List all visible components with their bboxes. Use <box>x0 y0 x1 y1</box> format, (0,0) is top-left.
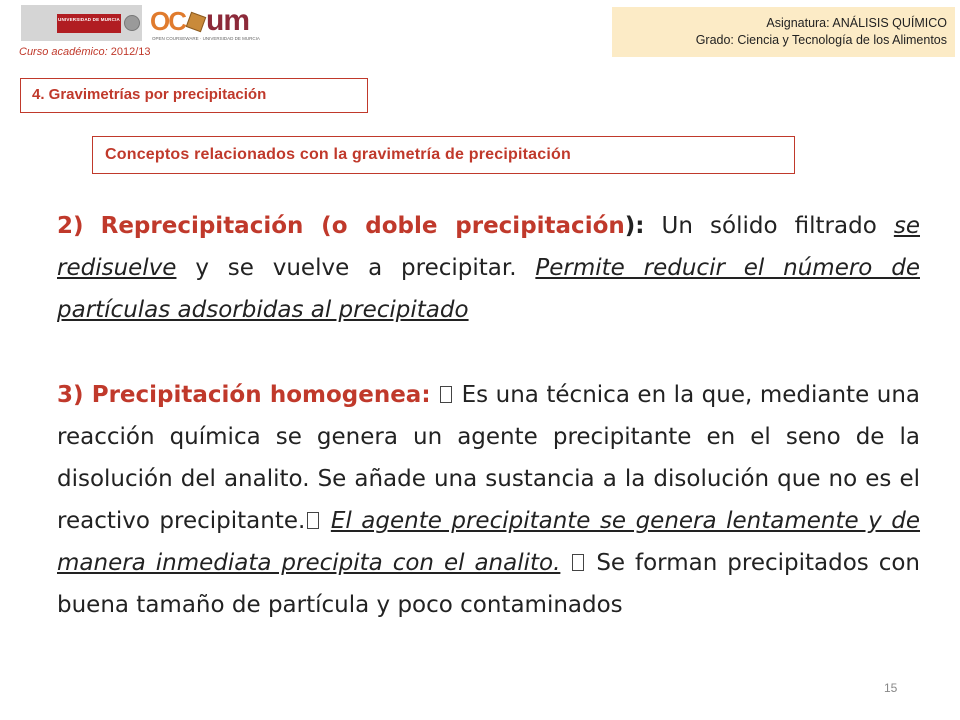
paragraph3-text-b: Se forman precipitados con buena tamaño de partícula y poco contaminados <box>57 550 921 618</box>
missing-glyph-icon <box>307 512 319 529</box>
page-number: 15 <box>884 681 898 695</box>
paragraph-homogeneous-precipitation <box>57 374 920 626</box>
section-title: 4. Gravimetrías por precipitación <box>20 78 368 113</box>
ocw-box-icon <box>186 12 207 33</box>
degree-line: Grado: Ciencia y Tecnología de los Alimentos <box>695 33 947 47</box>
paragraph2-emphasis: Permite reducir el número de partículas adsorbidas al precipitado <box>57 255 920 323</box>
concepts-title: Conceptos relacionados con la gravimetría de precipitación <box>92 136 795 174</box>
paragraph2-underline-a: se redisuelve <box>57 213 920 281</box>
ocw-logo <box>150 4 262 47</box>
university-seal-icon <box>124 15 140 31</box>
subject-line: Asignatura: ANÁLISIS QUÍMICO <box>766 16 947 30</box>
course-year <box>19 46 150 58</box>
ocw-logo-oc: OC <box>150 6 185 36</box>
course-year-value: 2012/13 <box>110 46 151 58</box>
paragraph2-text-a: Un sólido filtrado <box>644 213 894 239</box>
university-logo-band: UNIVERSIDAD DE MURCIA <box>57 14 121 33</box>
subject-info-box <box>612 7 955 57</box>
paragraph3-text-a: Es una técnica en la que, mediante una reacción química se genera un agente precipitante en el seno de la disolución del analito. Se añade una sustancia a la disolución que no es el reactivo precipitante. <box>57 382 921 534</box>
paragraph3-emphasis: El agente precipitante se genera lentamente y de manera inmediata precipita con el analito. <box>57 508 921 576</box>
paragraph2-text-b: y se vuelve a precipitar. <box>176 255 536 281</box>
course-year-label: Curso académico: <box>19 46 108 58</box>
ocw-logo-subtitle: OPEN COURSEWARE · UNIVERSIDAD DE MURCIA <box>152 36 260 41</box>
paragraph3-term: 3) Precipitación homogenea: <box>57 382 431 408</box>
missing-glyph-icon <box>440 386 452 403</box>
ocw-logo-um: um <box>206 4 249 37</box>
university-logo <box>21 5 142 41</box>
paragraph2-close: ): <box>624 213 645 239</box>
paragraph2-number: 2) <box>57 213 84 239</box>
missing-glyph-icon <box>572 554 584 571</box>
paragraph2-term: Reprecipitación (o doble precipitación <box>100 213 625 239</box>
paragraph-reprecipitation <box>57 205 920 331</box>
